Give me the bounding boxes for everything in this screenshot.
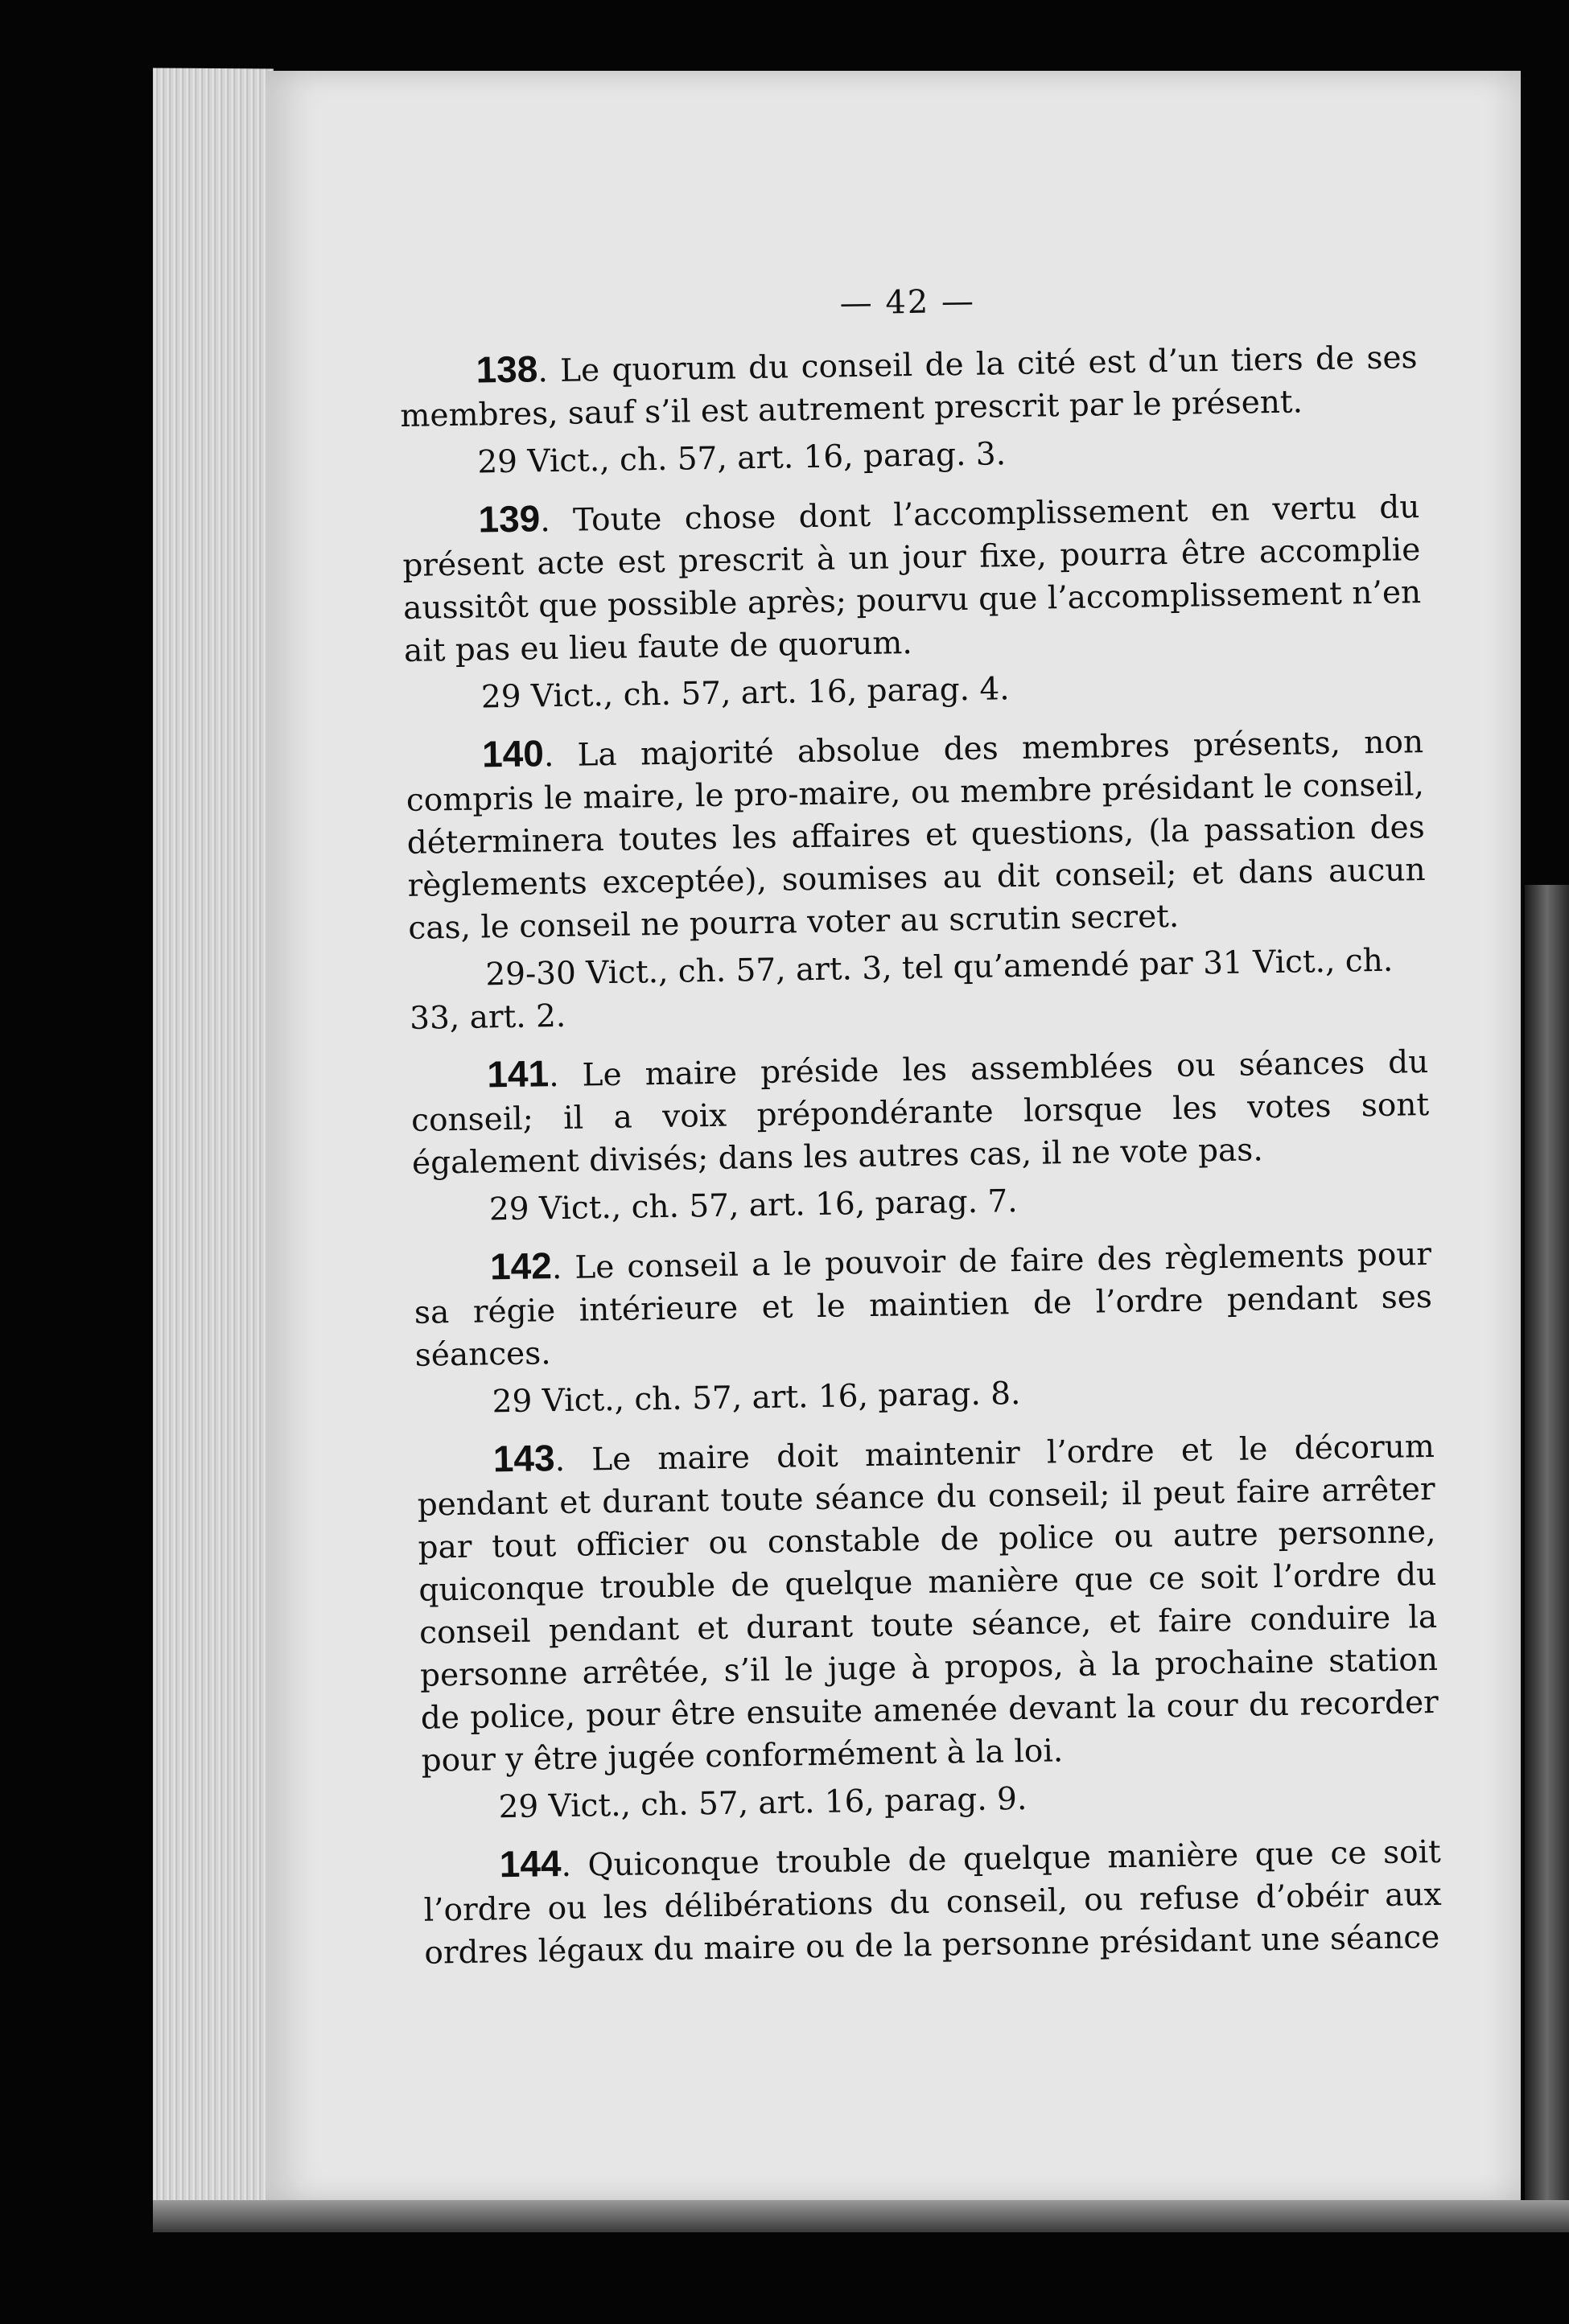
article-138 bbox=[399, 334, 1419, 485]
article-body: . Le maire préside les assemblées ou séances du conseil; il a voix prépondérante lorsque les votes sont également divisés; dans les autres cas, il ne vote pas. bbox=[410, 1044, 1430, 1182]
article-text bbox=[422, 1828, 1442, 1975]
article-number: 144 bbox=[499, 1842, 562, 1886]
article-body: . Le quorum du conseil de la cité est d’un tiers de ses membres, sauf s’il est autrement prescrit par le présent. bbox=[400, 339, 1418, 434]
article-141 bbox=[410, 1039, 1431, 1232]
article-body: . Le conseil a le pouvoir de faire des règlements pour sa régie intérieure et le maintien de l’ordre pendant ses séances. bbox=[414, 1236, 1433, 1374]
article-144 bbox=[422, 1828, 1442, 1975]
article-140 bbox=[406, 718, 1428, 1040]
article-citation: 29 Vict., ch. 57, art. 16, parag. 4. bbox=[480, 671, 1010, 716]
article-citation: 29 Vict., ch. 57, art. 16, parag. 7. bbox=[488, 1183, 1018, 1228]
article-142 bbox=[414, 1231, 1434, 1425]
book-bottom-edge bbox=[153, 2200, 1569, 2232]
article-body: . La majorité absolue des membres présents, non compris le maire, le pro-maire, ou membre présidant le conseil, déterminera toutes les affaires et questions, (la passation des règlements exceptée), soumises au dit conseil; et dans aucun cas, le conseil ne pourra voter au scrutin secret. bbox=[406, 724, 1426, 947]
article-body: . Toute chose dont l’accomplissement en vertu du présent acte est prescrit à un jour fixe, pourra être accomplie aussitôt que possible après; pourvu que l’accomplissement n’en ait pas eu lieu faute de quorum. bbox=[402, 489, 1422, 669]
article-text bbox=[416, 1423, 1439, 1783]
article-number: 138 bbox=[476, 348, 538, 391]
article-body: . Le maire doit maintenir l’ordre et le décorum pendant et durant toute séance du conseil; il peut faire arrêter par tout officier ou constable de police ou autre personne, quiconque trouble de quelque manière que ce soit l’ordre du conseil pendant et durant toute séance, et faire conduire la personne arrêtée, s’il le juge à propos, à la prochaine station de police, pour être ensuite amenée devant la cour du recorder pour y être jugée conformément à la loi. bbox=[417, 1428, 1439, 1779]
article-citation: 29 Vict., ch. 57, art. 16, parag. 9. bbox=[498, 1780, 1027, 1826]
book-right-edge bbox=[1525, 885, 1569, 2212]
article-text bbox=[410, 1039, 1430, 1185]
article-citation: 29 Vict., ch. 57, art. 16, parag. 8. bbox=[492, 1376, 1021, 1421]
article-text bbox=[399, 334, 1419, 438]
page-number: — 42 — bbox=[839, 282, 976, 323]
article-citation: 29 Vict., ch. 57, art. 16, parag. 3. bbox=[477, 436, 1007, 481]
article-number: 141 bbox=[486, 1052, 550, 1096]
article-number: 142 bbox=[489, 1244, 553, 1288]
article-number: 140 bbox=[481, 732, 545, 775]
article-text bbox=[406, 718, 1427, 950]
article-139 bbox=[402, 483, 1423, 720]
article-number: 143 bbox=[492, 1437, 555, 1480]
article-143 bbox=[416, 1423, 1439, 1830]
page-text bbox=[398, 274, 1443, 1985]
article-text bbox=[414, 1231, 1433, 1377]
article-text bbox=[402, 483, 1422, 673]
book-page-edge bbox=[153, 68, 274, 2208]
article-body: . Quiconque trouble de quelque manière que ce soit l’ordre ou les délibérations du conseil, ou refuse d’obéir aux ordres légaux du maire ou de la personne présidant une séance bbox=[423, 1833, 1442, 1972]
article-citation: 29-30 Vict., ch. 57, art. 3, tel qu’amendé par 31 Vict., ch. 33, art. 2. bbox=[409, 942, 1394, 1037]
article-number: 139 bbox=[478, 497, 541, 541]
